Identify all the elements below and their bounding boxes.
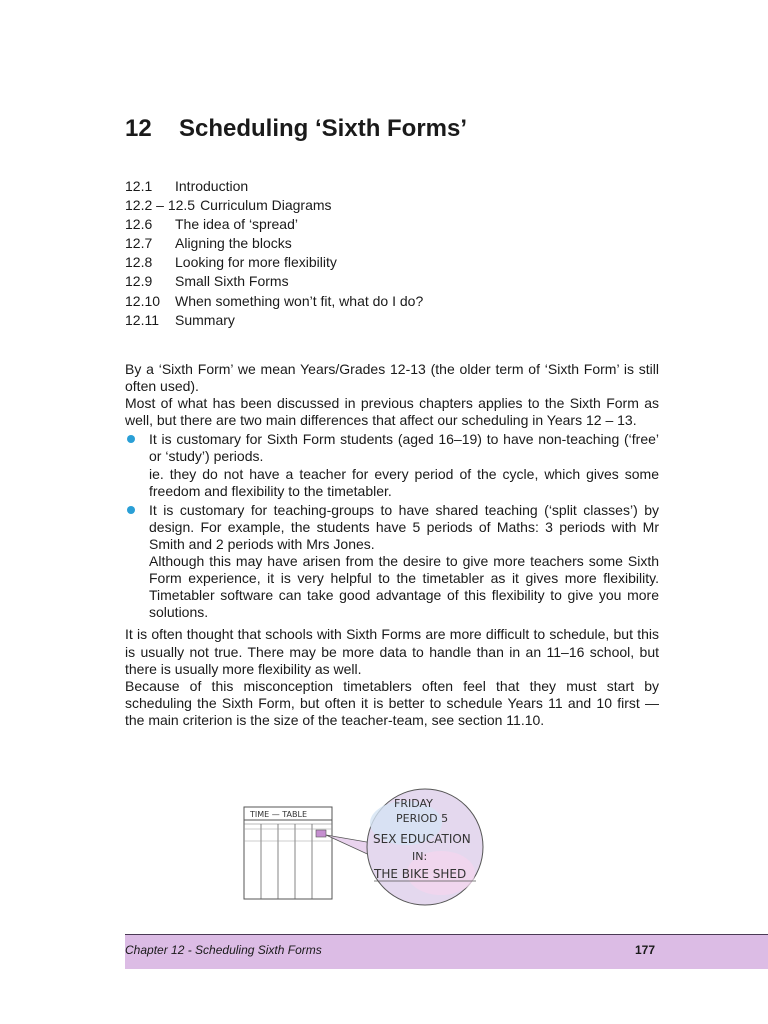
speech-bubble [367, 789, 483, 905]
footer-chapter: Chapter 12 - Scheduling Sixth Forms [125, 943, 322, 957]
toc-label: When something won’t fit, what do I do? [175, 292, 424, 309]
bubble-line-1: FRIDAY [394, 797, 433, 810]
bullet2-note: Although this may have arisen from the desire to give more teachers some Sixth Form experience, it is very helpful to the timetabler as it gives more flexibility. Timetabler software can take good advantage of this flexibility to give you more solutions. [149, 553, 659, 621]
toc-number: 12.11 [125, 311, 159, 328]
toc-item[interactable] [125, 215, 665, 234]
highlighted-cell [316, 830, 326, 837]
toc-number: 12.9 [125, 273, 153, 290]
bubble-line-3: SEX EDUCATION [373, 832, 471, 846]
misconception-paragraph: It is often thought that schools with Sixth Forms are more difficult to schedule, but this is usually not true. There may be more data to handle than in an 11–16 school, but there is usually more flexibility as well. [125, 626, 659, 677]
bullet1-text: It is customary for Sixth Form students (aged 16–19) to have non-teaching (‘free’ or ‘study’) periods. [149, 431, 659, 465]
body-text [125, 361, 659, 729]
toc-number: 12.10 [125, 292, 161, 309]
toc-label: Looking for more flexibility [175, 254, 337, 271]
toc-number: 12.8 [125, 254, 153, 271]
intro-paragraph: By a ‘Sixth Form’ we mean Years/Grades 12-13 (the older term of ‘Sixth Form’ is still often used). [125, 361, 659, 395]
toc-item[interactable] [125, 177, 665, 196]
toc-item[interactable] [125, 253, 665, 272]
table-of-contents [125, 177, 665, 330]
toc-item[interactable] [125, 311, 665, 330]
toc-item[interactable] [125, 292, 665, 311]
toc-item[interactable] [125, 272, 665, 291]
bubble-line-4: IN: [412, 850, 428, 863]
toc-item[interactable] [125, 234, 665, 253]
page-number: 177 [635, 943, 656, 957]
chapter-number: 12 [125, 115, 152, 142]
differences-paragraph: Most of what has been discussed in previous chapters applies to the Sixth Form as well, but there are two main differences that affect our scheduling in Years 12 – 13. [125, 395, 659, 429]
toc-item[interactable] [125, 196, 665, 215]
board-label: TIME — TABLE [250, 810, 308, 819]
bullet1-note: ie. they do not have a teacher for every period of the cycle, which gives some freedom and flexibility to the timetabler. [149, 465, 659, 499]
page-footer [125, 934, 768, 969]
timetable-cartoon [236, 783, 496, 908]
page-title [125, 115, 467, 143]
bullet2-text: It is customary for teaching-groups to have shared teaching (‘split classes’) by design. For example, the students have 5 periods of Maths: 3 periods with Mr Smith and 2 periods with Mrs Jones. [149, 501, 659, 552]
toc-number: 12.1 [125, 178, 153, 194]
timetable-board [244, 807, 332, 899]
toc-label: Summary [175, 311, 235, 328]
toc-label: Curriculum Diagrams [200, 197, 332, 214]
toc-label: Small Sixth Forms [175, 273, 289, 290]
toc-label: The idea of ‘spread’ [175, 216, 298, 233]
toc-number: 12.2 – 12.5 [125, 197, 196, 214]
list-item [125, 431, 659, 499]
toc-label: Aligning the blocks [175, 235, 292, 252]
toc-number: 12.6 [125, 216, 153, 233]
bubble-line-2: PERIOD 5 [396, 812, 449, 825]
toc-number: 12.7 [125, 235, 153, 252]
differences-list [125, 431, 659, 621]
chapter-title: Scheduling ‘Sixth Forms’ [179, 115, 468, 142]
list-item [125, 502, 659, 622]
bubble-line-5: THE BIKE SHED [374, 867, 467, 881]
advice-paragraph: Because of this misconception timetablers often feel that they must start by scheduling the Sixth Form, but often it is better to schedule Years 11 and 10 first — the main criterion is the size of the teacher-team, see section 11.10. [125, 677, 659, 728]
toc-label: Introduction [175, 178, 249, 194]
